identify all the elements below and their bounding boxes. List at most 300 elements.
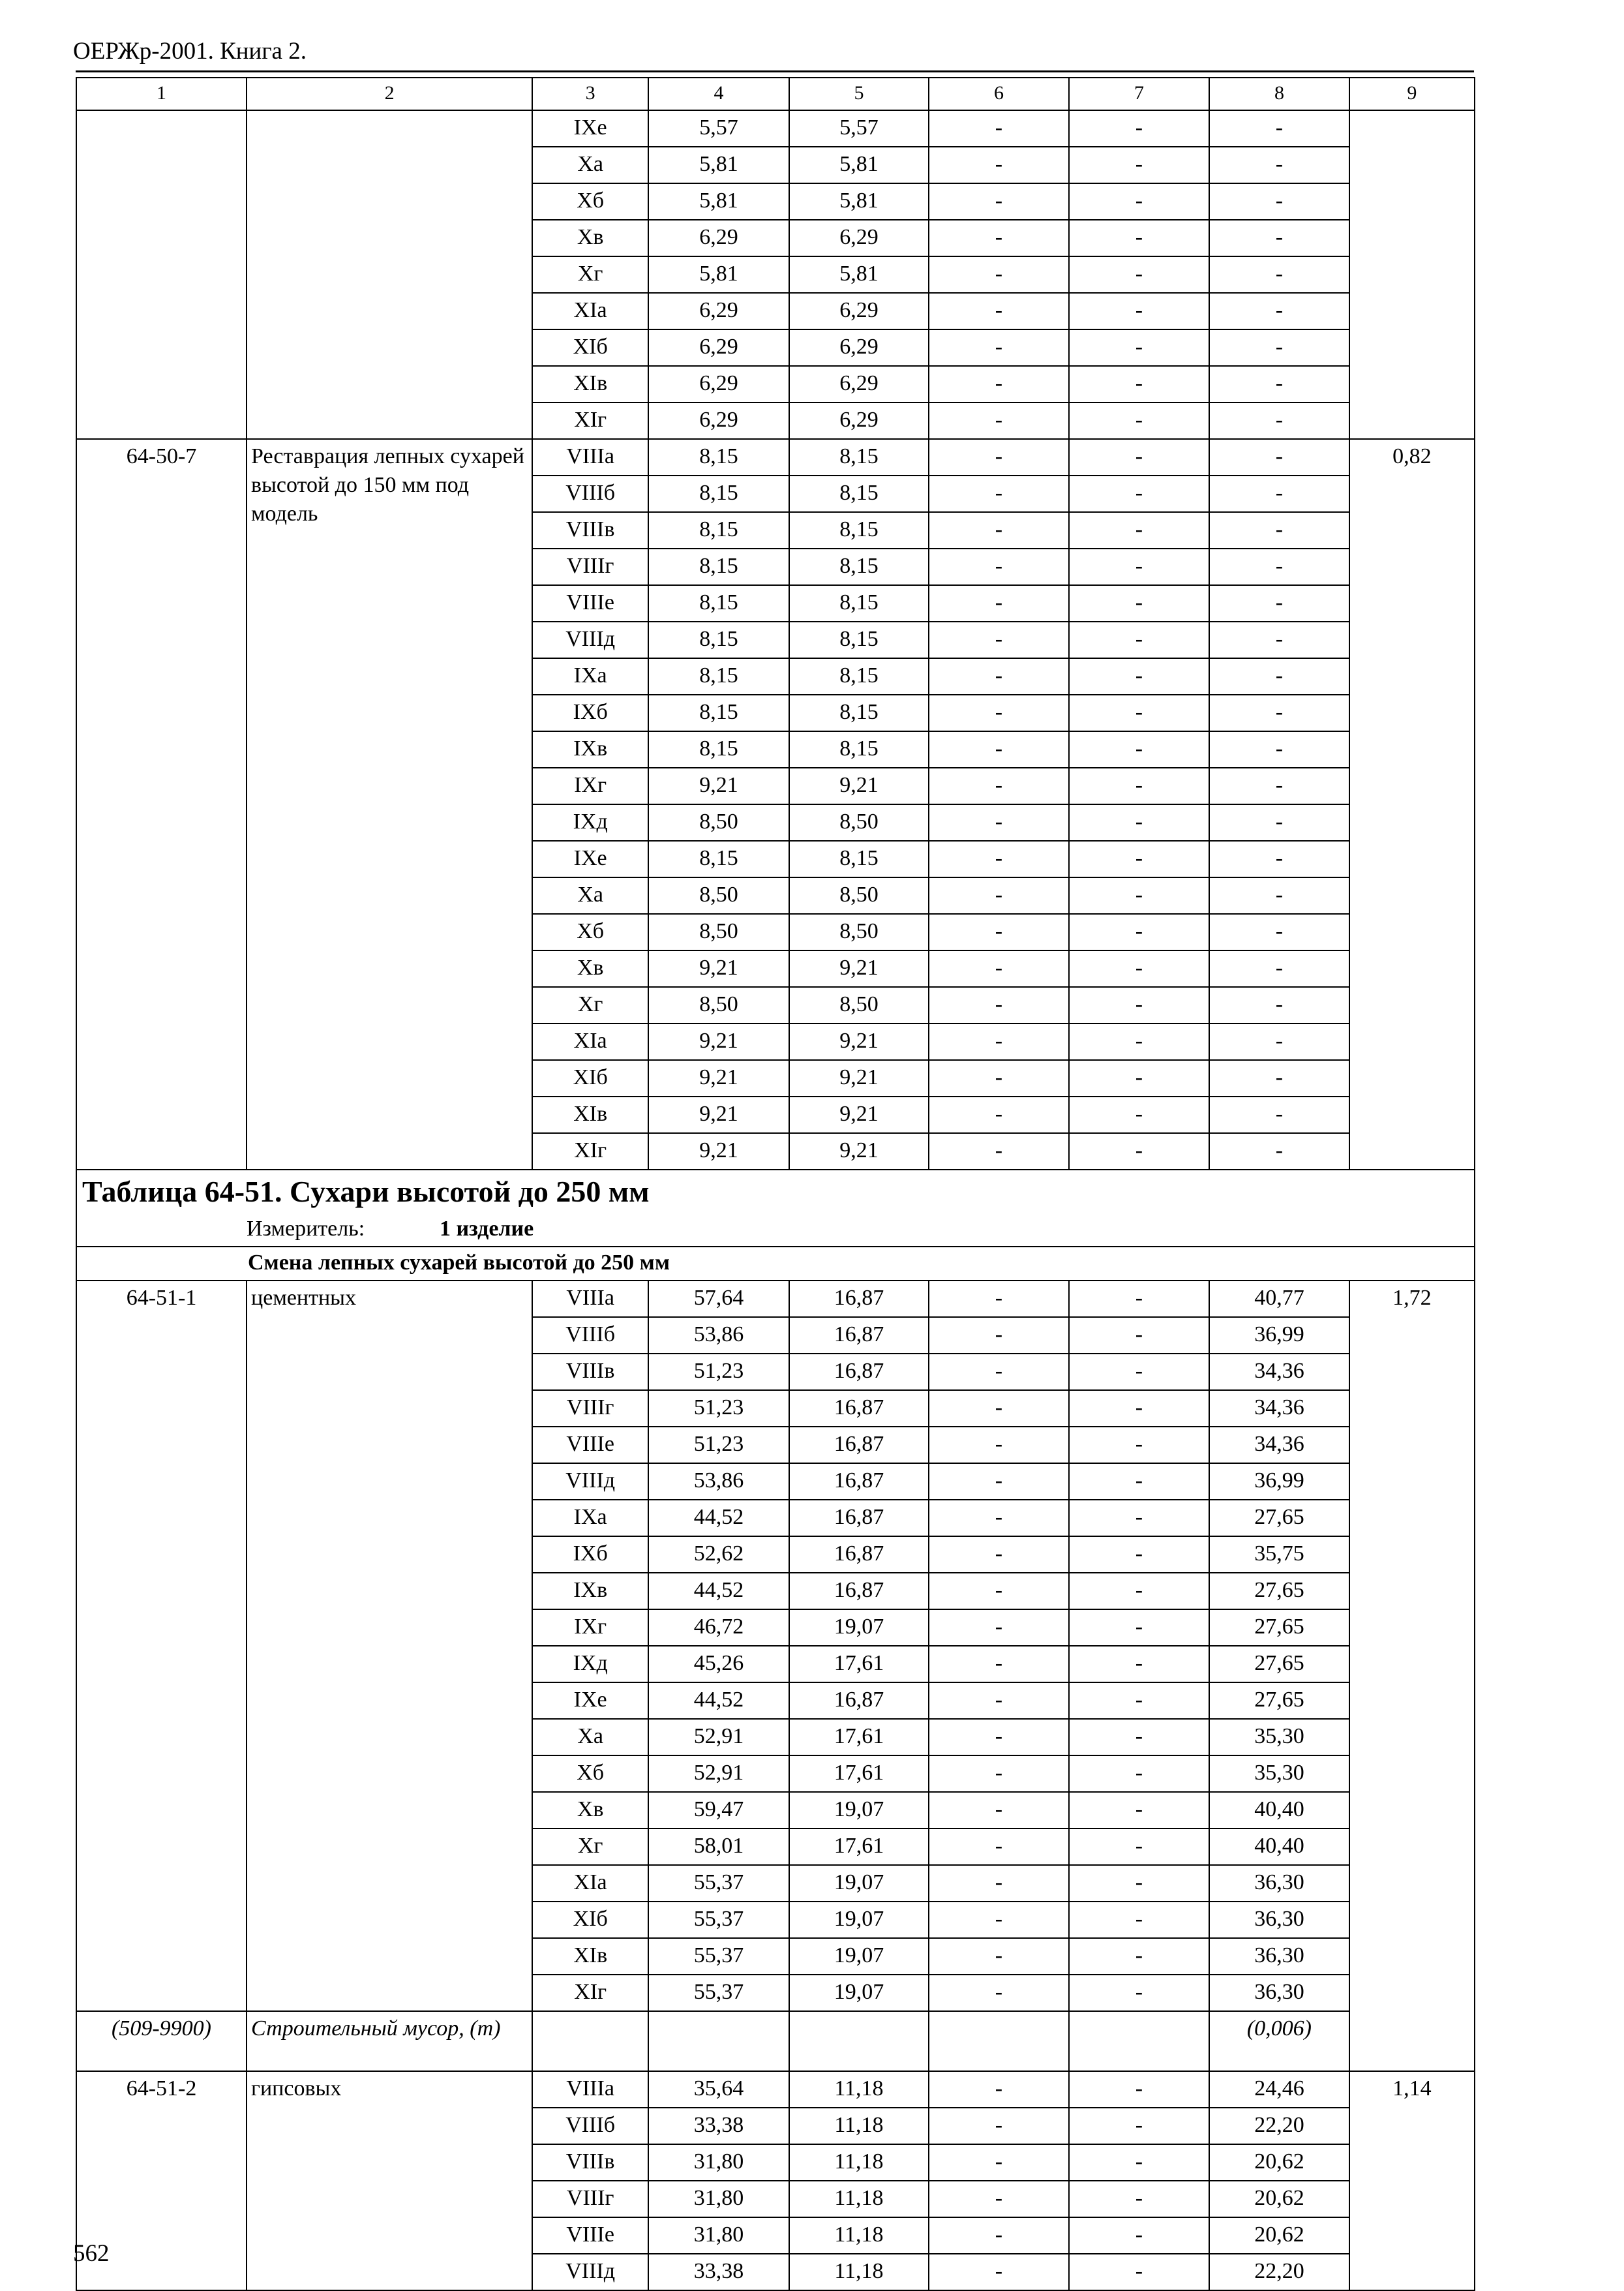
cell-c6: - bbox=[929, 1097, 1069, 1133]
empty-cell bbox=[1069, 2011, 1210, 2071]
cell-c5: 19,07 bbox=[789, 1609, 929, 1646]
cell-c3: Xб bbox=[532, 1755, 648, 1792]
cell-c4: 44,52 bbox=[648, 1682, 789, 1719]
cell-c8: 36,30 bbox=[1209, 1902, 1349, 1938]
cell-c8: 27,65 bbox=[1209, 1609, 1349, 1646]
cell-c3: Xа bbox=[532, 877, 648, 914]
cell-c6: - bbox=[929, 1024, 1069, 1060]
cell-c6: - bbox=[929, 293, 1069, 329]
cell-c7: - bbox=[1069, 1646, 1210, 1682]
cell-c6: - bbox=[929, 585, 1069, 622]
cell-c4: 9,21 bbox=[648, 1024, 789, 1060]
description-cell: Реставрация лепных сухарей высотой до 150 мм под модель bbox=[247, 439, 532, 1170]
cell-c4: 51,23 bbox=[648, 1427, 789, 1463]
cell-c8: 20,62 bbox=[1209, 2181, 1349, 2217]
cell-c6: - bbox=[929, 877, 1069, 914]
cell-c8: 35,75 bbox=[1209, 1536, 1349, 1573]
cell-c7: - bbox=[1069, 804, 1210, 841]
cell-c5: 16,87 bbox=[789, 1281, 929, 1317]
cell-c6: - bbox=[929, 1865, 1069, 1902]
cell-c5: 9,21 bbox=[789, 1133, 929, 1170]
cell-c8: - bbox=[1209, 147, 1349, 183]
cell-c5: 11,18 bbox=[789, 2144, 929, 2181]
cell-c5: 9,21 bbox=[789, 1060, 929, 1097]
column-number-row bbox=[76, 78, 1475, 110]
cell-c4: 8,15 bbox=[648, 841, 789, 877]
cell-c4: 5,81 bbox=[648, 256, 789, 293]
cell-c8: 36,30 bbox=[1209, 1975, 1349, 2011]
cell-c4: 51,23 bbox=[648, 1390, 789, 1427]
cell-c8: - bbox=[1209, 987, 1349, 1024]
cell-c6: - bbox=[929, 183, 1069, 220]
cell-c6: - bbox=[929, 1536, 1069, 1573]
cell-c5: 16,87 bbox=[789, 1427, 929, 1463]
cell-c7: - bbox=[1069, 1317, 1210, 1354]
cell-c3: XIб bbox=[532, 329, 648, 366]
cell-c6: - bbox=[929, 2108, 1069, 2144]
cell-c8: 40,77 bbox=[1209, 1281, 1349, 1317]
cell-c3: Xг bbox=[532, 1828, 648, 1865]
cell-c8: - bbox=[1209, 1133, 1349, 1170]
cell-c3: IXг bbox=[532, 768, 648, 804]
cell-c7: - bbox=[1069, 877, 1210, 914]
cell-c5: 17,61 bbox=[789, 1828, 929, 1865]
empty-cell bbox=[648, 2011, 789, 2071]
cell-c8: 36,30 bbox=[1209, 1938, 1349, 1975]
table-title: Таблица 64-51. Сухари высотой до 250 мм bbox=[76, 1170, 1475, 1213]
cell-c3: VIIIб bbox=[532, 1317, 648, 1354]
cell-c6: - bbox=[929, 1060, 1069, 1097]
column-number: 2 bbox=[247, 78, 532, 110]
empty-cell bbox=[929, 2011, 1069, 2071]
cell-c7: - bbox=[1069, 1792, 1210, 1828]
column-number: 3 bbox=[532, 78, 648, 110]
cell-c4: 55,37 bbox=[648, 1902, 789, 1938]
cell-c8: 22,20 bbox=[1209, 2108, 1349, 2144]
cell-c8: 34,36 bbox=[1209, 1390, 1349, 1427]
cell-c7: - bbox=[1069, 1463, 1210, 1500]
cell-c6: - bbox=[929, 768, 1069, 804]
cell-c5: 5,57 bbox=[789, 110, 929, 147]
cell-c4: 8,15 bbox=[648, 622, 789, 658]
cell-c7: - bbox=[1069, 1390, 1210, 1427]
cell-c3: Xг bbox=[532, 256, 648, 293]
cell-c3: VIIIа bbox=[532, 439, 648, 476]
cell-c3: VIIIв bbox=[532, 2144, 648, 2181]
cell-c5: 6,29 bbox=[789, 293, 929, 329]
cell-c8: - bbox=[1209, 1024, 1349, 1060]
cell-c7: - bbox=[1069, 1975, 1210, 2011]
cell-c8: 27,65 bbox=[1209, 1573, 1349, 1609]
cell-c7: - bbox=[1069, 110, 1210, 147]
cell-c6: - bbox=[929, 2217, 1069, 2254]
cell-c8: 34,36 bbox=[1209, 1354, 1349, 1390]
cell-c5: 16,87 bbox=[789, 1536, 929, 1573]
cell-c8: - bbox=[1209, 658, 1349, 695]
cell-c4: 55,37 bbox=[648, 1938, 789, 1975]
cell-c4: 45,26 bbox=[648, 1646, 789, 1682]
cell-c7: - bbox=[1069, 256, 1210, 293]
cell-c3: VIIIа bbox=[532, 1281, 648, 1317]
cell-c3: XIб bbox=[532, 1060, 648, 1097]
cell-c6: - bbox=[929, 1609, 1069, 1646]
column-number: 4 bbox=[648, 78, 789, 110]
cell-c6: - bbox=[929, 622, 1069, 658]
cell-c4: 55,37 bbox=[648, 1975, 789, 2011]
cell-c8: - bbox=[1209, 731, 1349, 768]
cell-c4: 8,15 bbox=[648, 512, 789, 549]
cell-c7: - bbox=[1069, 1281, 1210, 1317]
cell-c6: - bbox=[929, 1390, 1069, 1427]
cell-c8: 36,30 bbox=[1209, 1865, 1349, 1902]
cell-c3: XIв bbox=[532, 1938, 648, 1975]
cell-c4: 44,52 bbox=[648, 1500, 789, 1536]
cell-c7: - bbox=[1069, 183, 1210, 220]
table-row bbox=[76, 1281, 1475, 1317]
cell-c4: 8,15 bbox=[648, 658, 789, 695]
column-number: 5 bbox=[789, 78, 929, 110]
cell-c4: 8,15 bbox=[648, 695, 789, 731]
meter-label: Измеритель: bbox=[247, 1217, 365, 1241]
meter-row bbox=[76, 1213, 1475, 1247]
cell-c7: - bbox=[1069, 768, 1210, 804]
empty-cell bbox=[532, 2011, 648, 2071]
cell-c4: 58,01 bbox=[648, 1828, 789, 1865]
cell-c3: Xв bbox=[532, 1792, 648, 1828]
cell-c7: - bbox=[1069, 1536, 1210, 1573]
cell-c8: 35,30 bbox=[1209, 1719, 1349, 1755]
cell-c5: 16,87 bbox=[789, 1573, 929, 1609]
cell-c3: XIа bbox=[532, 1865, 648, 1902]
page-header: ОЕРЖр-2001. Книга 2. bbox=[73, 38, 307, 65]
cell-c5: 11,18 bbox=[789, 2181, 929, 2217]
cell-c4: 8,15 bbox=[648, 439, 789, 476]
cell-c8: - bbox=[1209, 768, 1349, 804]
cell-c5: 9,21 bbox=[789, 950, 929, 987]
cell-c6: - bbox=[929, 147, 1069, 183]
cell-c8: - bbox=[1209, 1060, 1349, 1097]
cell-c4: 31,80 bbox=[648, 2217, 789, 2254]
table-title-row bbox=[76, 1170, 1475, 1213]
cell-c5: 16,87 bbox=[789, 1354, 929, 1390]
cell-c4: 5,57 bbox=[648, 110, 789, 147]
cell-c6: - bbox=[929, 1427, 1069, 1463]
cell-c6: - bbox=[929, 1573, 1069, 1609]
cell-c3: Xа bbox=[532, 147, 648, 183]
cell-c7: - bbox=[1069, 549, 1210, 585]
cell-c5: 19,07 bbox=[789, 1975, 929, 2011]
cell-c7: - bbox=[1069, 1133, 1210, 1170]
cell-c3: IXв bbox=[532, 1573, 648, 1609]
cell-c5: 11,18 bbox=[789, 2071, 929, 2108]
cell-c6: - bbox=[929, 402, 1069, 439]
cell-c8: - bbox=[1209, 439, 1349, 476]
cell-c6: - bbox=[929, 1792, 1069, 1828]
description-cell: гипсовых bbox=[247, 2071, 532, 2290]
cell-c5: 8,50 bbox=[789, 914, 929, 950]
cell-c8: 20,62 bbox=[1209, 2144, 1349, 2181]
cell-c3: VIIIе bbox=[532, 585, 648, 622]
cell-c3: VIIIв bbox=[532, 512, 648, 549]
cell-c8: - bbox=[1209, 256, 1349, 293]
cell-c8: - bbox=[1209, 622, 1349, 658]
cell-c3: Xг bbox=[532, 987, 648, 1024]
cell-c6: - bbox=[929, 1281, 1069, 1317]
cell-c8: - bbox=[1209, 476, 1349, 512]
column-number: 9 bbox=[1349, 78, 1475, 110]
cell-c4: 5,81 bbox=[648, 147, 789, 183]
cell-c6: - bbox=[929, 2144, 1069, 2181]
cell-c6: - bbox=[929, 914, 1069, 950]
cell-c4: 8,50 bbox=[648, 914, 789, 950]
cell-c4: 8,50 bbox=[648, 877, 789, 914]
cell-c4: 9,21 bbox=[648, 1097, 789, 1133]
cell-c6: - bbox=[929, 1646, 1069, 1682]
cell-c8: 27,65 bbox=[1209, 1682, 1349, 1719]
cell-c5: 6,29 bbox=[789, 329, 929, 366]
cell-c6: - bbox=[929, 2071, 1069, 2108]
cell-c7: - bbox=[1069, 695, 1210, 731]
cell-c3: IXд bbox=[532, 1646, 648, 1682]
cell-c4: 8,50 bbox=[648, 804, 789, 841]
cell-c3: VIIIа bbox=[532, 2071, 648, 2108]
cell-c4: 31,80 bbox=[648, 2144, 789, 2181]
cell-c5: 5,81 bbox=[789, 183, 929, 220]
cell-c4: 33,38 bbox=[648, 2108, 789, 2144]
cell-c5: 19,07 bbox=[789, 1902, 929, 1938]
cell-c8: - bbox=[1209, 1097, 1349, 1133]
cell-c8: 27,65 bbox=[1209, 1646, 1349, 1682]
cell-c5: 17,61 bbox=[789, 1755, 929, 1792]
cell-c5: 8,15 bbox=[789, 622, 929, 658]
cell-c8: - bbox=[1209, 329, 1349, 366]
empty-cell bbox=[789, 2011, 929, 2071]
cell-c7: - bbox=[1069, 2254, 1210, 2290]
cell-c5: 16,87 bbox=[789, 1500, 929, 1536]
cell-c5: 8,15 bbox=[789, 841, 929, 877]
cell-c5: 8,50 bbox=[789, 987, 929, 1024]
cell-c8: 36,99 bbox=[1209, 1463, 1349, 1500]
cell-c4: 52,91 bbox=[648, 1719, 789, 1755]
cell-c4: 9,21 bbox=[648, 1060, 789, 1097]
section-row bbox=[76, 1247, 1475, 1281]
cell-c4: 31,80 bbox=[648, 2181, 789, 2217]
table-row bbox=[76, 2071, 1475, 2108]
cell-c6: - bbox=[929, 366, 1069, 402]
cell-c3: VIIIб bbox=[532, 476, 648, 512]
cell-c7: - bbox=[1069, 476, 1210, 512]
cell-c5: 6,29 bbox=[789, 402, 929, 439]
cell-c7: - bbox=[1069, 220, 1210, 256]
cell-c8: 27,65 bbox=[1209, 1500, 1349, 1536]
cell-c5: 16,87 bbox=[789, 1463, 929, 1500]
table-row bbox=[76, 110, 1475, 147]
cell-c3: XIг bbox=[532, 402, 648, 439]
cell-c6: - bbox=[929, 1938, 1069, 1975]
cell-c5: 8,15 bbox=[789, 731, 929, 768]
cell-c8: - bbox=[1209, 950, 1349, 987]
cell-c7: - bbox=[1069, 1354, 1210, 1390]
column-number: 7 bbox=[1069, 78, 1210, 110]
labor-cell: 1,14 bbox=[1349, 2071, 1475, 2290]
cell-c7: - bbox=[1069, 622, 1210, 658]
cell-c5: 8,15 bbox=[789, 439, 929, 476]
cell-c4: 8,15 bbox=[648, 731, 789, 768]
cell-c7: - bbox=[1069, 512, 1210, 549]
cell-c5: 11,18 bbox=[789, 2217, 929, 2254]
cell-c6: - bbox=[929, 476, 1069, 512]
table-row bbox=[76, 439, 1475, 476]
cell-c6: - bbox=[929, 1354, 1069, 1390]
cell-c5: 11,18 bbox=[789, 2108, 929, 2144]
cell-c3: XIг bbox=[532, 1133, 648, 1170]
cell-c8: - bbox=[1209, 183, 1349, 220]
code-cell: 64-51-1 bbox=[76, 1281, 247, 2011]
cell-c4: 35,64 bbox=[648, 2071, 789, 2108]
cell-c7: - bbox=[1069, 1097, 1210, 1133]
cell-c6: - bbox=[929, 658, 1069, 695]
cell-c6: - bbox=[929, 1682, 1069, 1719]
cell-c4: 51,23 bbox=[648, 1354, 789, 1390]
cell-c4: 44,52 bbox=[648, 1573, 789, 1609]
cell-c4: 8,15 bbox=[648, 585, 789, 622]
cell-c6: - bbox=[929, 2181, 1069, 2217]
cell-c4: 8,15 bbox=[648, 476, 789, 512]
cell-c3: IXб bbox=[532, 1536, 648, 1573]
cell-c7: - bbox=[1069, 2108, 1210, 2144]
cell-c7: - bbox=[1069, 293, 1210, 329]
cell-c3: XIв bbox=[532, 366, 648, 402]
cell-c7: - bbox=[1069, 402, 1210, 439]
cell-c8: - bbox=[1209, 549, 1349, 585]
cell-c3: IXе bbox=[532, 110, 648, 147]
cell-c5: 6,29 bbox=[789, 366, 929, 402]
cell-c5: 9,21 bbox=[789, 768, 929, 804]
cell-c3: XIг bbox=[532, 1975, 648, 2011]
cell-c5: 8,15 bbox=[789, 549, 929, 585]
cell-c6: - bbox=[929, 439, 1069, 476]
cell-c4: 9,21 bbox=[648, 768, 789, 804]
cell-c5: 17,61 bbox=[789, 1719, 929, 1755]
code-cell bbox=[76, 110, 247, 439]
cell-c4: 6,29 bbox=[648, 293, 789, 329]
cell-c3: VIIIг bbox=[532, 2181, 648, 2217]
cell-c5: 8,15 bbox=[789, 695, 929, 731]
column-number: 1 bbox=[76, 78, 247, 110]
column-number: 8 bbox=[1209, 78, 1349, 110]
cell-c3: VIIIд bbox=[532, 2254, 648, 2290]
cell-c6: - bbox=[929, 1463, 1069, 1500]
description-cell bbox=[247, 110, 532, 439]
cell-c6: - bbox=[929, 1902, 1069, 1938]
cell-c4: 46,72 bbox=[648, 1609, 789, 1646]
cell-c5: 17,61 bbox=[789, 1646, 929, 1682]
description-cell: цементных bbox=[247, 1281, 532, 2011]
cell-c7: - bbox=[1069, 1938, 1210, 1975]
cell-c6: - bbox=[929, 110, 1069, 147]
cell-c6: - bbox=[929, 987, 1069, 1024]
cell-c5: 19,07 bbox=[789, 1792, 929, 1828]
cell-c6: - bbox=[929, 695, 1069, 731]
cell-c5: 16,87 bbox=[789, 1682, 929, 1719]
cell-c3: VIIIб bbox=[532, 2108, 648, 2144]
cell-c7: - bbox=[1069, 147, 1210, 183]
column-number: 6 bbox=[929, 78, 1069, 110]
cell-c8: - bbox=[1209, 402, 1349, 439]
cell-c7: - bbox=[1069, 2181, 1210, 2217]
resource-code: (509-9900) bbox=[76, 2011, 247, 2071]
cell-c6: - bbox=[929, 804, 1069, 841]
cell-c3: Xа bbox=[532, 1719, 648, 1755]
cell-c4: 6,29 bbox=[648, 329, 789, 366]
cell-c5: 5,81 bbox=[789, 256, 929, 293]
cell-c8: - bbox=[1209, 366, 1349, 402]
cell-c6: - bbox=[929, 841, 1069, 877]
cell-c4: 57,64 bbox=[648, 1281, 789, 1317]
cell-c7: - bbox=[1069, 731, 1210, 768]
cell-c6: - bbox=[929, 731, 1069, 768]
cell-c6: - bbox=[929, 256, 1069, 293]
cell-c8: - bbox=[1209, 512, 1349, 549]
cell-c8: 22,20 bbox=[1209, 2254, 1349, 2290]
cell-c3: VIIIг bbox=[532, 549, 648, 585]
cell-c8: - bbox=[1209, 841, 1349, 877]
cell-c7: - bbox=[1069, 329, 1210, 366]
cell-c5: 8,50 bbox=[789, 877, 929, 914]
cell-c3: VIIIд bbox=[532, 622, 648, 658]
cell-c8: - bbox=[1209, 914, 1349, 950]
resource-description: Строительный мусор, (т) bbox=[247, 2011, 532, 2071]
cell-c5: 16,87 bbox=[789, 1390, 929, 1427]
cell-c7: - bbox=[1069, 1060, 1210, 1097]
cell-c5: 16,87 bbox=[789, 1317, 929, 1354]
cell-c4: 9,21 bbox=[648, 1133, 789, 1170]
cell-c7: - bbox=[1069, 658, 1210, 695]
cell-c4: 8,15 bbox=[648, 549, 789, 585]
cell-c7: - bbox=[1069, 439, 1210, 476]
cell-c5: 6,29 bbox=[789, 220, 929, 256]
cell-c6: - bbox=[929, 950, 1069, 987]
cell-c6: - bbox=[929, 1500, 1069, 1536]
cell-c6: - bbox=[929, 1317, 1069, 1354]
cell-c3: VIIIе bbox=[532, 2217, 648, 2254]
cell-c7: - bbox=[1069, 1755, 1210, 1792]
cell-c3: Xв bbox=[532, 950, 648, 987]
cell-c3: Xб bbox=[532, 183, 648, 220]
cell-c8: - bbox=[1209, 220, 1349, 256]
cell-c8: 36,99 bbox=[1209, 1317, 1349, 1354]
cell-c7: - bbox=[1069, 1902, 1210, 1938]
section-title: Смена лепных сухарей высотой до 250 мм bbox=[76, 1247, 1475, 1281]
cell-c5: 8,50 bbox=[789, 804, 929, 841]
resource-value: (0,006) bbox=[1209, 2011, 1349, 2071]
cell-c3: IXе bbox=[532, 1682, 648, 1719]
cell-c4: 6,29 bbox=[648, 220, 789, 256]
cell-c5: 8,15 bbox=[789, 585, 929, 622]
cell-c7: - bbox=[1069, 1500, 1210, 1536]
cell-c7: - bbox=[1069, 1682, 1210, 1719]
labor-cell: 1,72 bbox=[1349, 1281, 1475, 2071]
cell-c4: 55,37 bbox=[648, 1865, 789, 1902]
cell-c7: - bbox=[1069, 2071, 1210, 2108]
cell-c5: 11,18 bbox=[789, 2254, 929, 2290]
cell-c8: - bbox=[1209, 585, 1349, 622]
cell-c6: - bbox=[929, 1133, 1069, 1170]
cell-c8: - bbox=[1209, 877, 1349, 914]
price-table bbox=[76, 77, 1475, 2291]
cell-c8: 40,40 bbox=[1209, 1792, 1349, 1828]
cell-c3: IXа bbox=[532, 1500, 648, 1536]
